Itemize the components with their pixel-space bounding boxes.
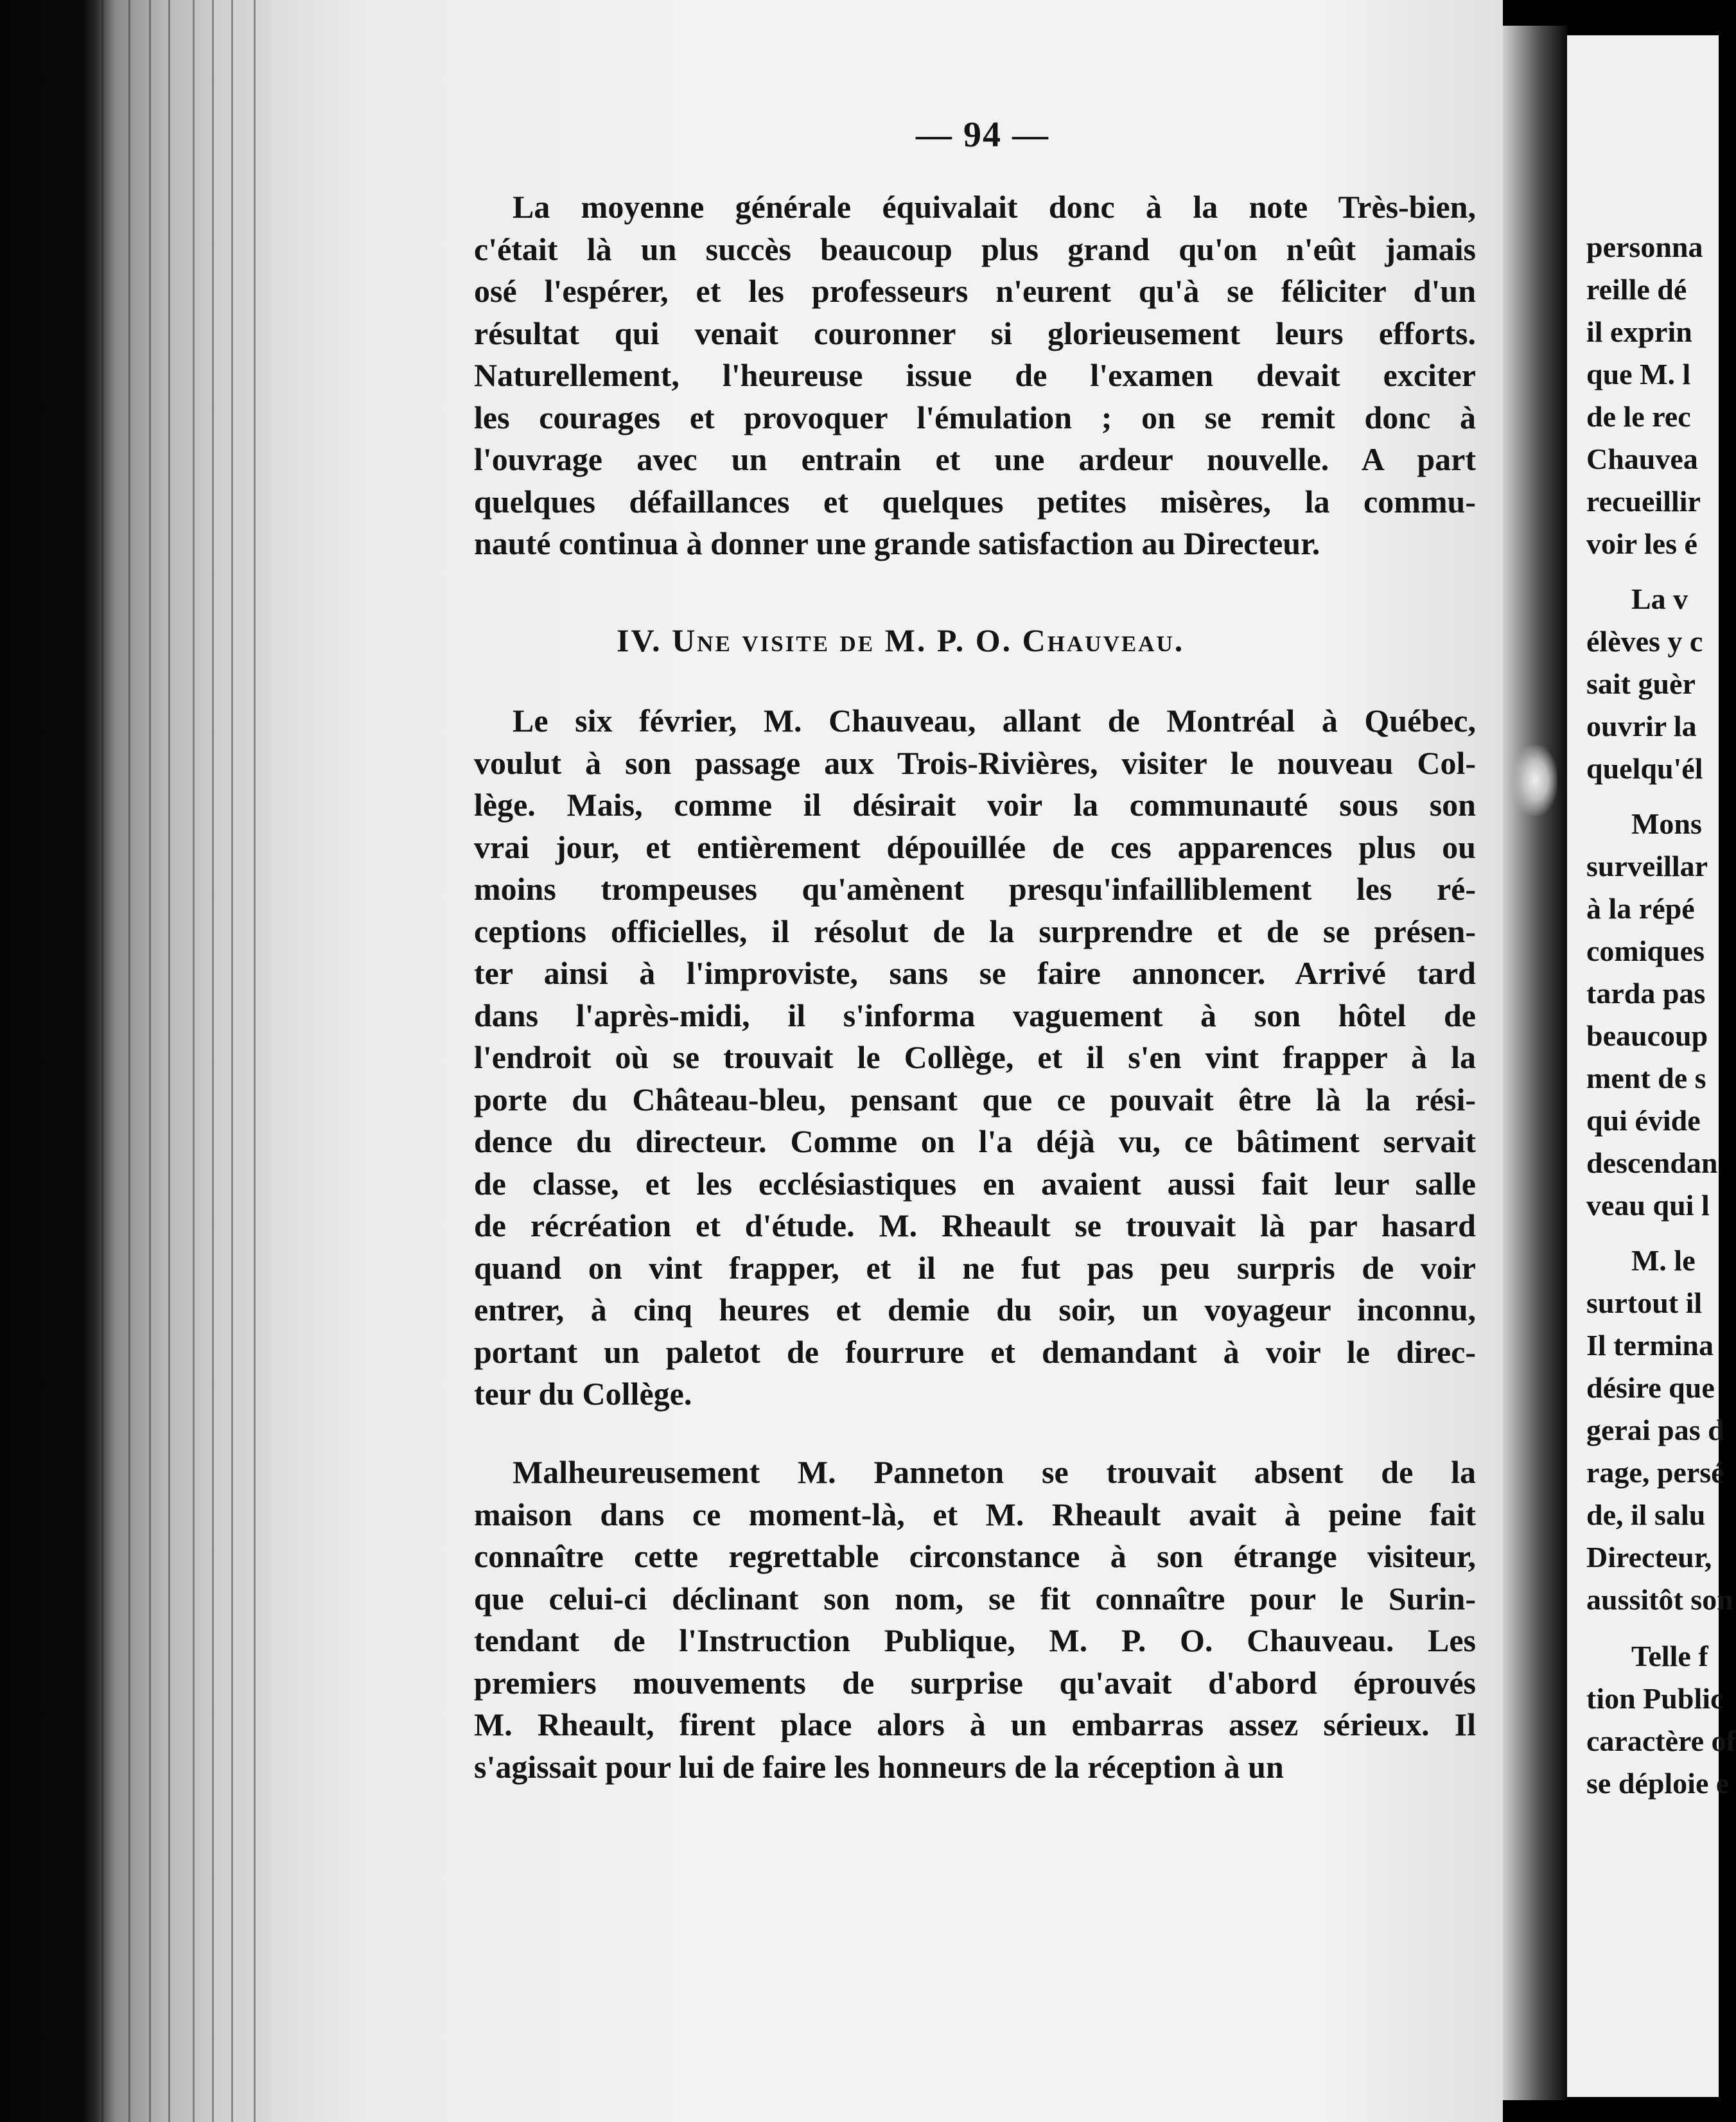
text-line: quelques défaillances et quelques petites misères, la commu- — [474, 483, 1476, 520]
paper-blemish — [1512, 745, 1557, 816]
text-line: l'endroit où se trouvait le Collège, et il s'en vint frapper à la — [474, 1039, 1476, 1075]
text-line: tendant de l'Instruction Publique, M. P. O. Chauveau. Les — [474, 1622, 1476, 1658]
right-text-line: il exprin — [1586, 315, 1692, 348]
page-edge-line — [128, 0, 130, 2122]
text-line: maison dans ce moment-là, et M. Rheault avait à peine fait — [474, 1496, 1476, 1532]
right-text-line: se déploie e — [1586, 1767, 1730, 1800]
text-line: moins trompeuses qu'amènent presqu'infailliblement les ré- — [474, 871, 1476, 907]
text-line: ter ainsi à l'improviste, sans se faire annoncer. Arrivé tard — [474, 955, 1476, 991]
right-text-line: gerai pas d — [1586, 1414, 1724, 1446]
right-text-line: beaucoup — [1586, 1019, 1708, 1052]
text-line: dans l'après-midi, il s'informa vaguement à son hôtel de — [474, 997, 1476, 1033]
text-line: nauté continua à donner une grande satisfaction au Directeur. — [474, 525, 1320, 561]
text-line: voulut à son passage aux Trois-Rivières, visiter le nouveau Col- — [474, 744, 1476, 781]
text-line: Malheureusement M. Panneton se trouvait absent de la — [513, 1454, 1476, 1490]
text-line: teur du Collège. — [474, 1376, 692, 1412]
page-edge-line — [168, 0, 170, 2122]
section-heading: IV. Une visite de M. P. O. Chauveau. — [617, 622, 1185, 658]
paragraph-1 — [474, 186, 1476, 565]
right-text-line: aussitôt son — [1586, 1583, 1733, 1616]
text-line: portant un paletot de fourrure et demandant à voir le direc- — [474, 1333, 1476, 1370]
right-text-line: de, il salu — [1586, 1498, 1706, 1531]
right-text-line: M. le — [1631, 1244, 1696, 1277]
text-line: lège. Mais, comme il désirait voir la communauté sous son — [474, 787, 1476, 823]
right-text-line: descendan — [1586, 1146, 1718, 1179]
text-line: dence du directeur. Comme on l'a déjà vu, ce bâtiment servait — [474, 1123, 1476, 1159]
page-edge-line — [254, 0, 256, 2122]
right-text-line: sait guèr — [1586, 667, 1696, 700]
text-line: que celui-ci déclinant son nom, se fit connaître pour le Surin- — [474, 1580, 1476, 1617]
right-text-line: à la répé — [1586, 892, 1695, 925]
text-line: ceptions officielles, il résolut de la surprendre et de se présen- — [474, 913, 1476, 949]
right-text-line: Telle f — [1631, 1640, 1708, 1672]
right-text-line: quelqu'él — [1586, 752, 1703, 785]
text-line: connaître cette regrettable circonstance à son étrange visiteur, — [474, 1538, 1476, 1574]
text-line: résultat qui venait couronner si glorieusement leurs efforts. — [474, 315, 1476, 351]
right-text-line: recueillir — [1586, 485, 1701, 518]
right-text-line: comiques — [1586, 934, 1705, 967]
page-number: — 94 — — [916, 115, 1049, 155]
right-text-line: voir les é — [1586, 527, 1697, 560]
page-edge-line — [212, 0, 214, 2122]
book-gutter — [1503, 26, 1567, 2100]
paragraph-2 — [474, 700, 1476, 1416]
text-line: osé l'espérer, et les professeurs n'eurent qu'à se féliciter d'un — [474, 273, 1476, 309]
right-page-partial — [1567, 35, 1736, 2097]
right-text-line: personna — [1586, 231, 1703, 263]
right-text-line: Mons — [1631, 807, 1702, 840]
text-line: les courages et provoquer l'émulation ; on se remit donc à — [474, 399, 1476, 435]
text-line: Le six février, M. Chauveau, allant de Montréal à Québec, — [513, 703, 1476, 739]
text-line: c'était là un succès beaucoup plus grand qu'on n'eût jamais — [474, 231, 1476, 267]
right-text-line: qui évide — [1586, 1104, 1701, 1137]
right-text-line: Chauvea — [1586, 443, 1698, 475]
right-text-line: La v — [1631, 583, 1688, 615]
right-text-line: de le rec — [1586, 400, 1691, 433]
right-text-line: que M. l — [1586, 358, 1691, 390]
page-edge-line — [149, 0, 151, 2122]
text-line: La moyenne générale équivalait donc à la note Très-bien, — [513, 189, 1476, 225]
right-text-line: Directeur, — [1586, 1541, 1712, 1574]
page-edge-line — [231, 0, 233, 2122]
text-line: premiers mouvements de surprise qu'avait d'abord éprouvés — [474, 1664, 1476, 1701]
text-line: quand on vint frapper, et il ne fut pas peu surpris de voir — [474, 1249, 1476, 1286]
text-line: de classe, et les ecclésiastiques en avaient aussi fait leur salle — [474, 1165, 1476, 1202]
right-text-line: veau qui l — [1586, 1189, 1710, 1222]
page-edge-line — [101, 0, 103, 2122]
text-line: Naturellement, l'heureuse issue de l'examen devait exciter — [474, 357, 1476, 393]
right-text-line: Il termina — [1586, 1329, 1714, 1362]
right-text-line: rage, persé — [1586, 1456, 1724, 1489]
text-line: M. Rheault, firent place alors à un embarras assez sérieux. Il — [474, 1706, 1476, 1742]
right-text-line: surtout il — [1586, 1286, 1703, 1319]
right-text-line: reille dé — [1586, 273, 1687, 306]
right-text-line: tarda pas — [1586, 977, 1706, 1010]
right-text-line: caractère of — [1586, 1724, 1736, 1757]
paragraph-3 — [474, 1451, 1476, 1788]
text-line: porte du Château-bleu, pensant que ce pouvait être là la rési- — [474, 1081, 1476, 1118]
text-line: s'agissait pour lui de faire les honneurs de la réception à un — [474, 1748, 1284, 1785]
text-line: l'ouvrage avec un entrain et une ardeur nouvelle. A part — [474, 441, 1476, 477]
right-text-line: tion Public — [1586, 1682, 1724, 1715]
right-text-line: ment de s — [1586, 1062, 1706, 1094]
text-line: vrai jour, et entièrement dépouillée de ces apparences plus ou — [474, 829, 1476, 865]
right-text-line: ouvrir la — [1586, 710, 1697, 742]
page-edge-line — [193, 0, 195, 2122]
right-text-line: désire que — [1586, 1371, 1715, 1404]
page-edge-stack — [0, 0, 295, 2122]
text-line: de récréation et d'étude. M. Rheault se trouvait là par hasard — [474, 1207, 1476, 1243]
text-line: entrer, à cinq heures et demie du soir, un voyageur inconnu, — [474, 1292, 1476, 1328]
right-text-line: surveillar — [1586, 850, 1708, 882]
right-text-line: élèves y c — [1586, 625, 1703, 658]
